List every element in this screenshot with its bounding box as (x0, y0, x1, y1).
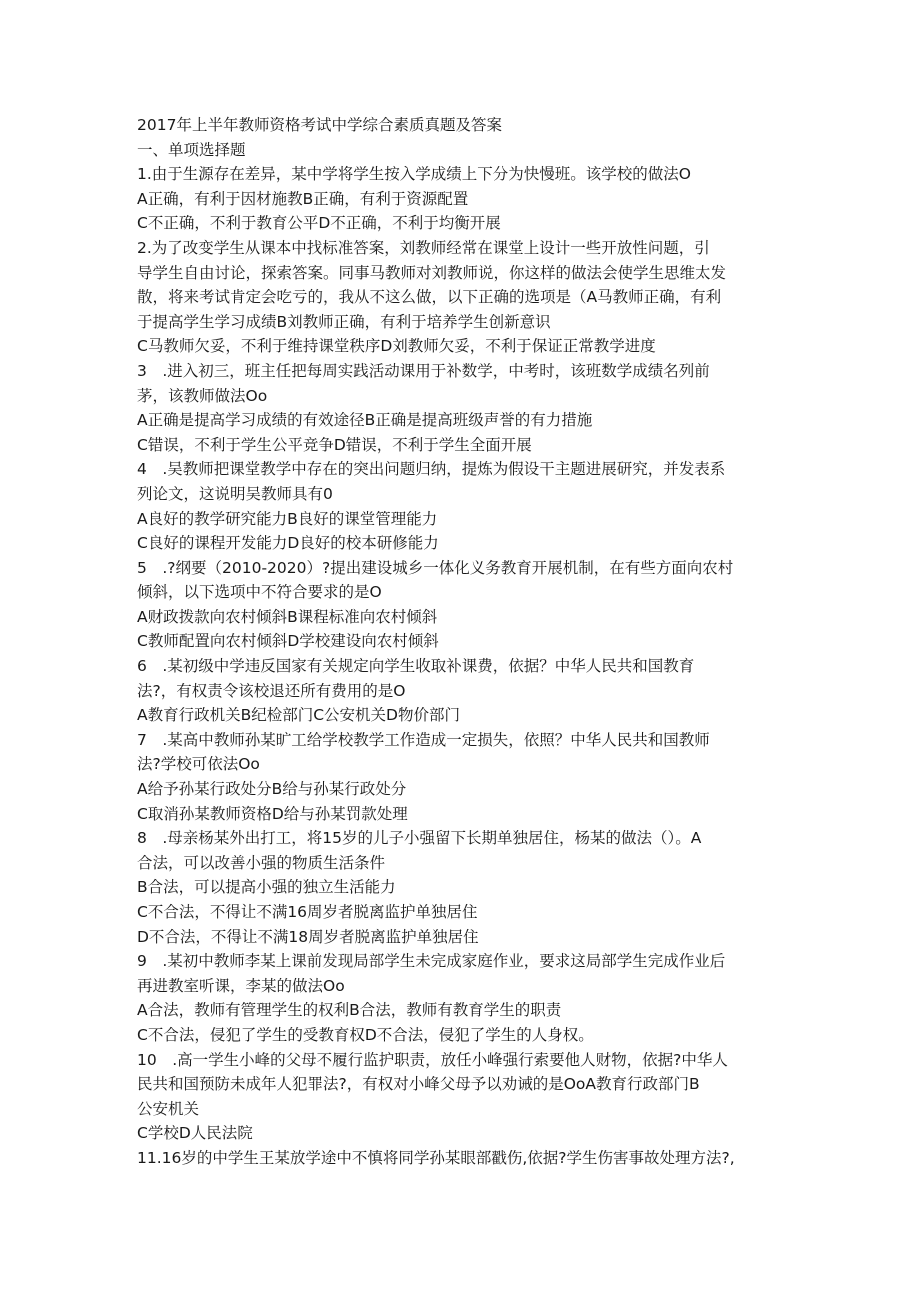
document-body (137, 113, 787, 1171)
text-line: 散，将来考试肯定会吃亏的，我从不这么做，以下正确的选项是（A马教师正确，有利 (137, 288, 722, 307)
text-line: A教育行政机关B纪检部门C公安机关D物价部门 (137, 706, 460, 725)
text-line: 公安机关 (137, 1099, 200, 1118)
document-title: 2017年上半年教师资格考试中学综合素质真题及答案 (137, 116, 502, 134)
text-line: A正确是提高学习成绩的有效途径B正确是提高班级声誉的有力措施 (137, 411, 593, 430)
text-line: C不正确，不利于教育公平D不正确，不利于均衡开展 (137, 214, 501, 233)
text-line: 法?学校可依法Oo (137, 755, 260, 774)
text-line: 4 .吴教师把课堂教学中存在的突出问题归纳，提炼为假设干主题进展研究，并发表系 (137, 460, 726, 479)
text-line: C不合法，不得让不满16周岁者脱离监护单独居住 (137, 903, 478, 921)
text-line: 于提高学生学习成绩B刘教师正确，有利于培养学生创新意识 (137, 312, 551, 331)
text-line: 8 .母亲杨某外出打工，将15岁的儿子小强留下长期单独居住，杨某的做法（）。A (137, 829, 702, 848)
text-line: C学校D人民法院 (137, 1124, 253, 1143)
text-line: 7 .某高中教师孙某旷工给学校教学工作造成一定损失，依照？中华人民共和国教师 (137, 730, 710, 749)
text-line: 倾斜，以下选项中不符合要求的是O (137, 583, 382, 602)
text-line: 1.由于生源存在差异，某中学将学生按入学成绩上下分为快慢班。该学校的做法O (137, 165, 691, 184)
text-line: B合法，可以提高小强的独立生活能力 (137, 878, 396, 897)
text-line: 合法，可以改善小强的物质生活条件 (137, 853, 386, 872)
text-line: A给予孙某行政处分B给与孙某行政处分 (137, 780, 407, 799)
text-line: 3 .进入初三，班主任把每周实践活动课用于补数学，中考时，该班数学成绩名列前 (137, 361, 710, 380)
text-line: 列论文，这说明吴教师具有0 (137, 484, 333, 503)
text-line: C马教师欠妥，不利于维持课堂秩序D刘教师欠妥，不利于保证正常教学进度 (137, 337, 656, 356)
text-line: 再进教室听课，李某的做法Oo (137, 976, 345, 995)
text-line: A财政拨款向农村倾斜B课程标准向农村倾斜 (137, 607, 438, 626)
text-line: 6 .某初级中学违反国家有关规定向学生收取补课费，依据？中华人民共和国教育 (137, 657, 695, 676)
text-line: A良好的教学研究能力B良好的课堂管理能力 (137, 509, 438, 528)
text-line: 2.为了改变学生从课本中找标准答案，刘教师经常在课堂上设计一些开放性问题，引 (137, 238, 710, 257)
text-line: C教师配置向农村倾斜D学校建设向农村倾斜 (137, 632, 439, 651)
text-line: 民共和国预防未成年人犯罪法?，有权对小峰父母予以劝诫的是OoA教育行政部门B (137, 1075, 700, 1094)
text-line: C取消孙某教师资格D给与孙某罚款处理 (137, 804, 408, 823)
text-line: 5 .?纲要（2010-2020）?提出建设城乡一体化义务教育开展机制，在有些方面向农村 (137, 558, 734, 577)
section-heading: 一、单项选择题 (137, 140, 246, 159)
text-line: C错误，不利于学生公平竞争D错误，不利于学生全面开展 (137, 435, 532, 454)
text-line: C良好的课程开发能力D良好的校本研修能力 (137, 534, 439, 553)
text-line: 法?，有权责令该校退还所有费用的是O (137, 681, 406, 700)
text-line: 10 .高一学生小峰的父母不履行监护职责，放任小峰强行索要他人财物，依据?中华人 (137, 1050, 728, 1069)
text-line: A正确，有利于因材施教B正确，有利于资源配置 (137, 189, 469, 208)
text-line: 导学生自由讨论，探索答案。同事马教师对刘教师说，你这样的做法会使学生思维太发 (137, 263, 727, 282)
text-line: A合法，教师有管理学生的权利B合法，教师有教育学生的职责 (137, 1001, 562, 1020)
text-line: D不合法，不得让不满18周岁者脱离监护单独居住 (137, 927, 479, 946)
text-line: 茅，该教师做法Oo (137, 386, 268, 405)
text-line: 11.16岁的中学生王某放学途中不慎将同学孙某眼部戳伤,依据?学生伤害事故处理方法?, (137, 1148, 735, 1167)
text-line: C不合法，侵犯了学生的受教育权D不合法，侵犯了学生的人身权。 (137, 1025, 594, 1044)
text-line: 9 .某初中教师李某上课前发现局部学生未完成家庭作业，要求这局部学生完成作业后 (137, 952, 726, 971)
